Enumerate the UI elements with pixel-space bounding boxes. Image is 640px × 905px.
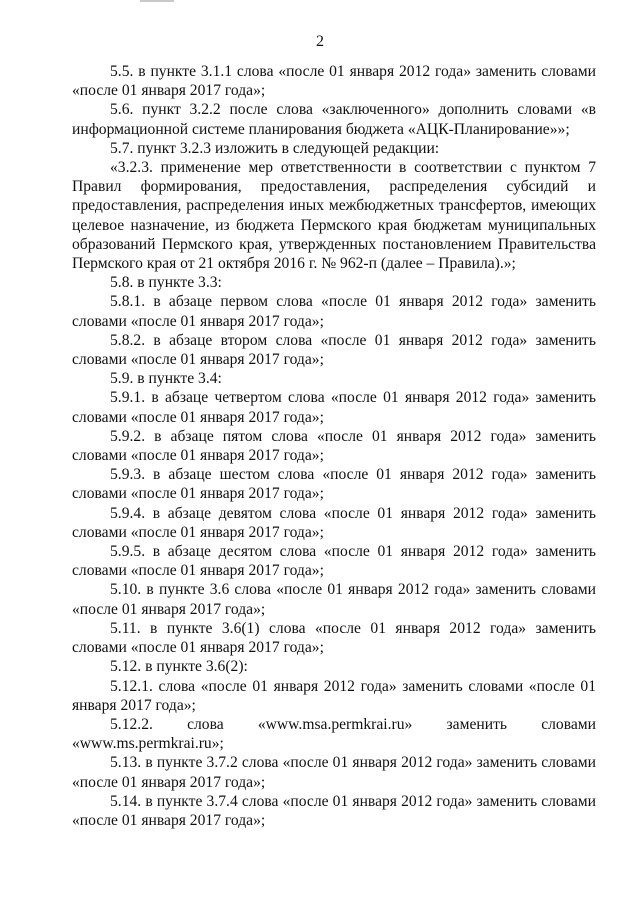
paragraph-5-9-4: 5.9.4. в абзаце девятом слова «после 01 января 2012 года» заменить словами «после 01 января 2017 года»;: [72, 504, 596, 541]
paragraph-5-9-5: 5.9.5. в абзаце десятом слова «после 01 января 2012 года» заменить словами «после 01 января 2017 года»;: [72, 543, 596, 580]
scan-mark: [140, 0, 174, 2]
paragraph-5-11: 5.11. в пункте 3.6(1) слова «после 01 января 2012 года» заменить словами «после 01 января 2017 года»;: [72, 619, 596, 657]
paragraph-5-13: 5.13. в пункте 3.7.2 слова «после 01 января 2012 года» заменить словами «после 01 января 2017 года»;: [72, 754, 596, 791]
paragraph-5-8-1: 5.8.1. в абзаце первом слова «после 01 января 2012 года» заменить словами «после 01 января 2017 года»;: [72, 293, 596, 330]
paragraph-5-9-2: 5.9.2. в абзаце пятом слова «после 01 января 2012 года» заменить словами «после 01 января 2017 года»;: [72, 427, 596, 465]
paragraph-5-9-3: 5.9.3. в абзаце шестом слова «после 01 января 2012 года» заменить словами «после 01 января 2017 года»;: [72, 466, 596, 503]
paragraph-5-9: 5.9. в пункте 3.4:: [110, 370, 222, 388]
document-body: [72, 62, 596, 830]
paragraph-5-5: 5.5. в пункте 3.1.1 слова «после 01 января 2012 года» заменить словами «после 01 января 2017 года»;: [72, 63, 596, 100]
paragraph-5-7: 5.7. пункт 3.2.3 изложить в следующей редакции:: [110, 139, 440, 157]
paragraph-3-2-3-quote: «3.2.3. применение мер ответственности в соответствии с пунктом 7 Правил формирования, предоставления, распределения субсидий и предоставления, распределения иных межбюджетных трансфертов, имеющих целевое назначение, из бюджета Пермского края бюджетам муниципальных образований Пермского края, утвержденных постановлением Правительства Пермского края от 21 октября 2016 г. № 962-п (далее – Правила).»;: [72, 159, 596, 273]
paragraph-5-12-1: 5.12.1. слова «после 01 января 2012 года» заменить словами «после 01 января 2017 года»;: [72, 677, 596, 714]
paragraph-5-8: 5.8. в пункте 3.3:: [110, 274, 222, 292]
paragraph-5-12-2: 5.12.2. слова «www.msa.permkrai.ru» заменить словами «www.ms.permkrai.ru»;: [72, 715, 596, 753]
paragraph-5-6: 5.6. пункт 3.2.2 после слова «заключенного» дополнить словами «в информационной системе планирования бюджета «АЦК-Планирование»»;: [72, 101, 596, 138]
paragraph-5-9-1: 5.9.1. в абзаце четвертом слова «после 01 января 2012 года» заменить словами «после 01 января 2017 года»;: [72, 389, 596, 426]
page-number: 2: [316, 33, 324, 50]
paragraph-5-14: 5.14. в пункте 3.7.4 слова «после 01 января 2012 года» заменить словами «после 01 января 2017 года»;: [72, 792, 596, 829]
paragraph-5-8-2: 5.8.2. в абзаце втором слова «после 01 января 2012 года» заменить словами «после 01 января 2017 года»;: [72, 331, 596, 369]
paragraph-5-10: 5.10. в пункте 3.6 слова «после 01 января 2012 года» заменить словами «после 01 января 2017 года»;: [72, 581, 596, 618]
paragraph-5-12: 5.12. в пункте 3.6(2):: [110, 658, 248, 676]
